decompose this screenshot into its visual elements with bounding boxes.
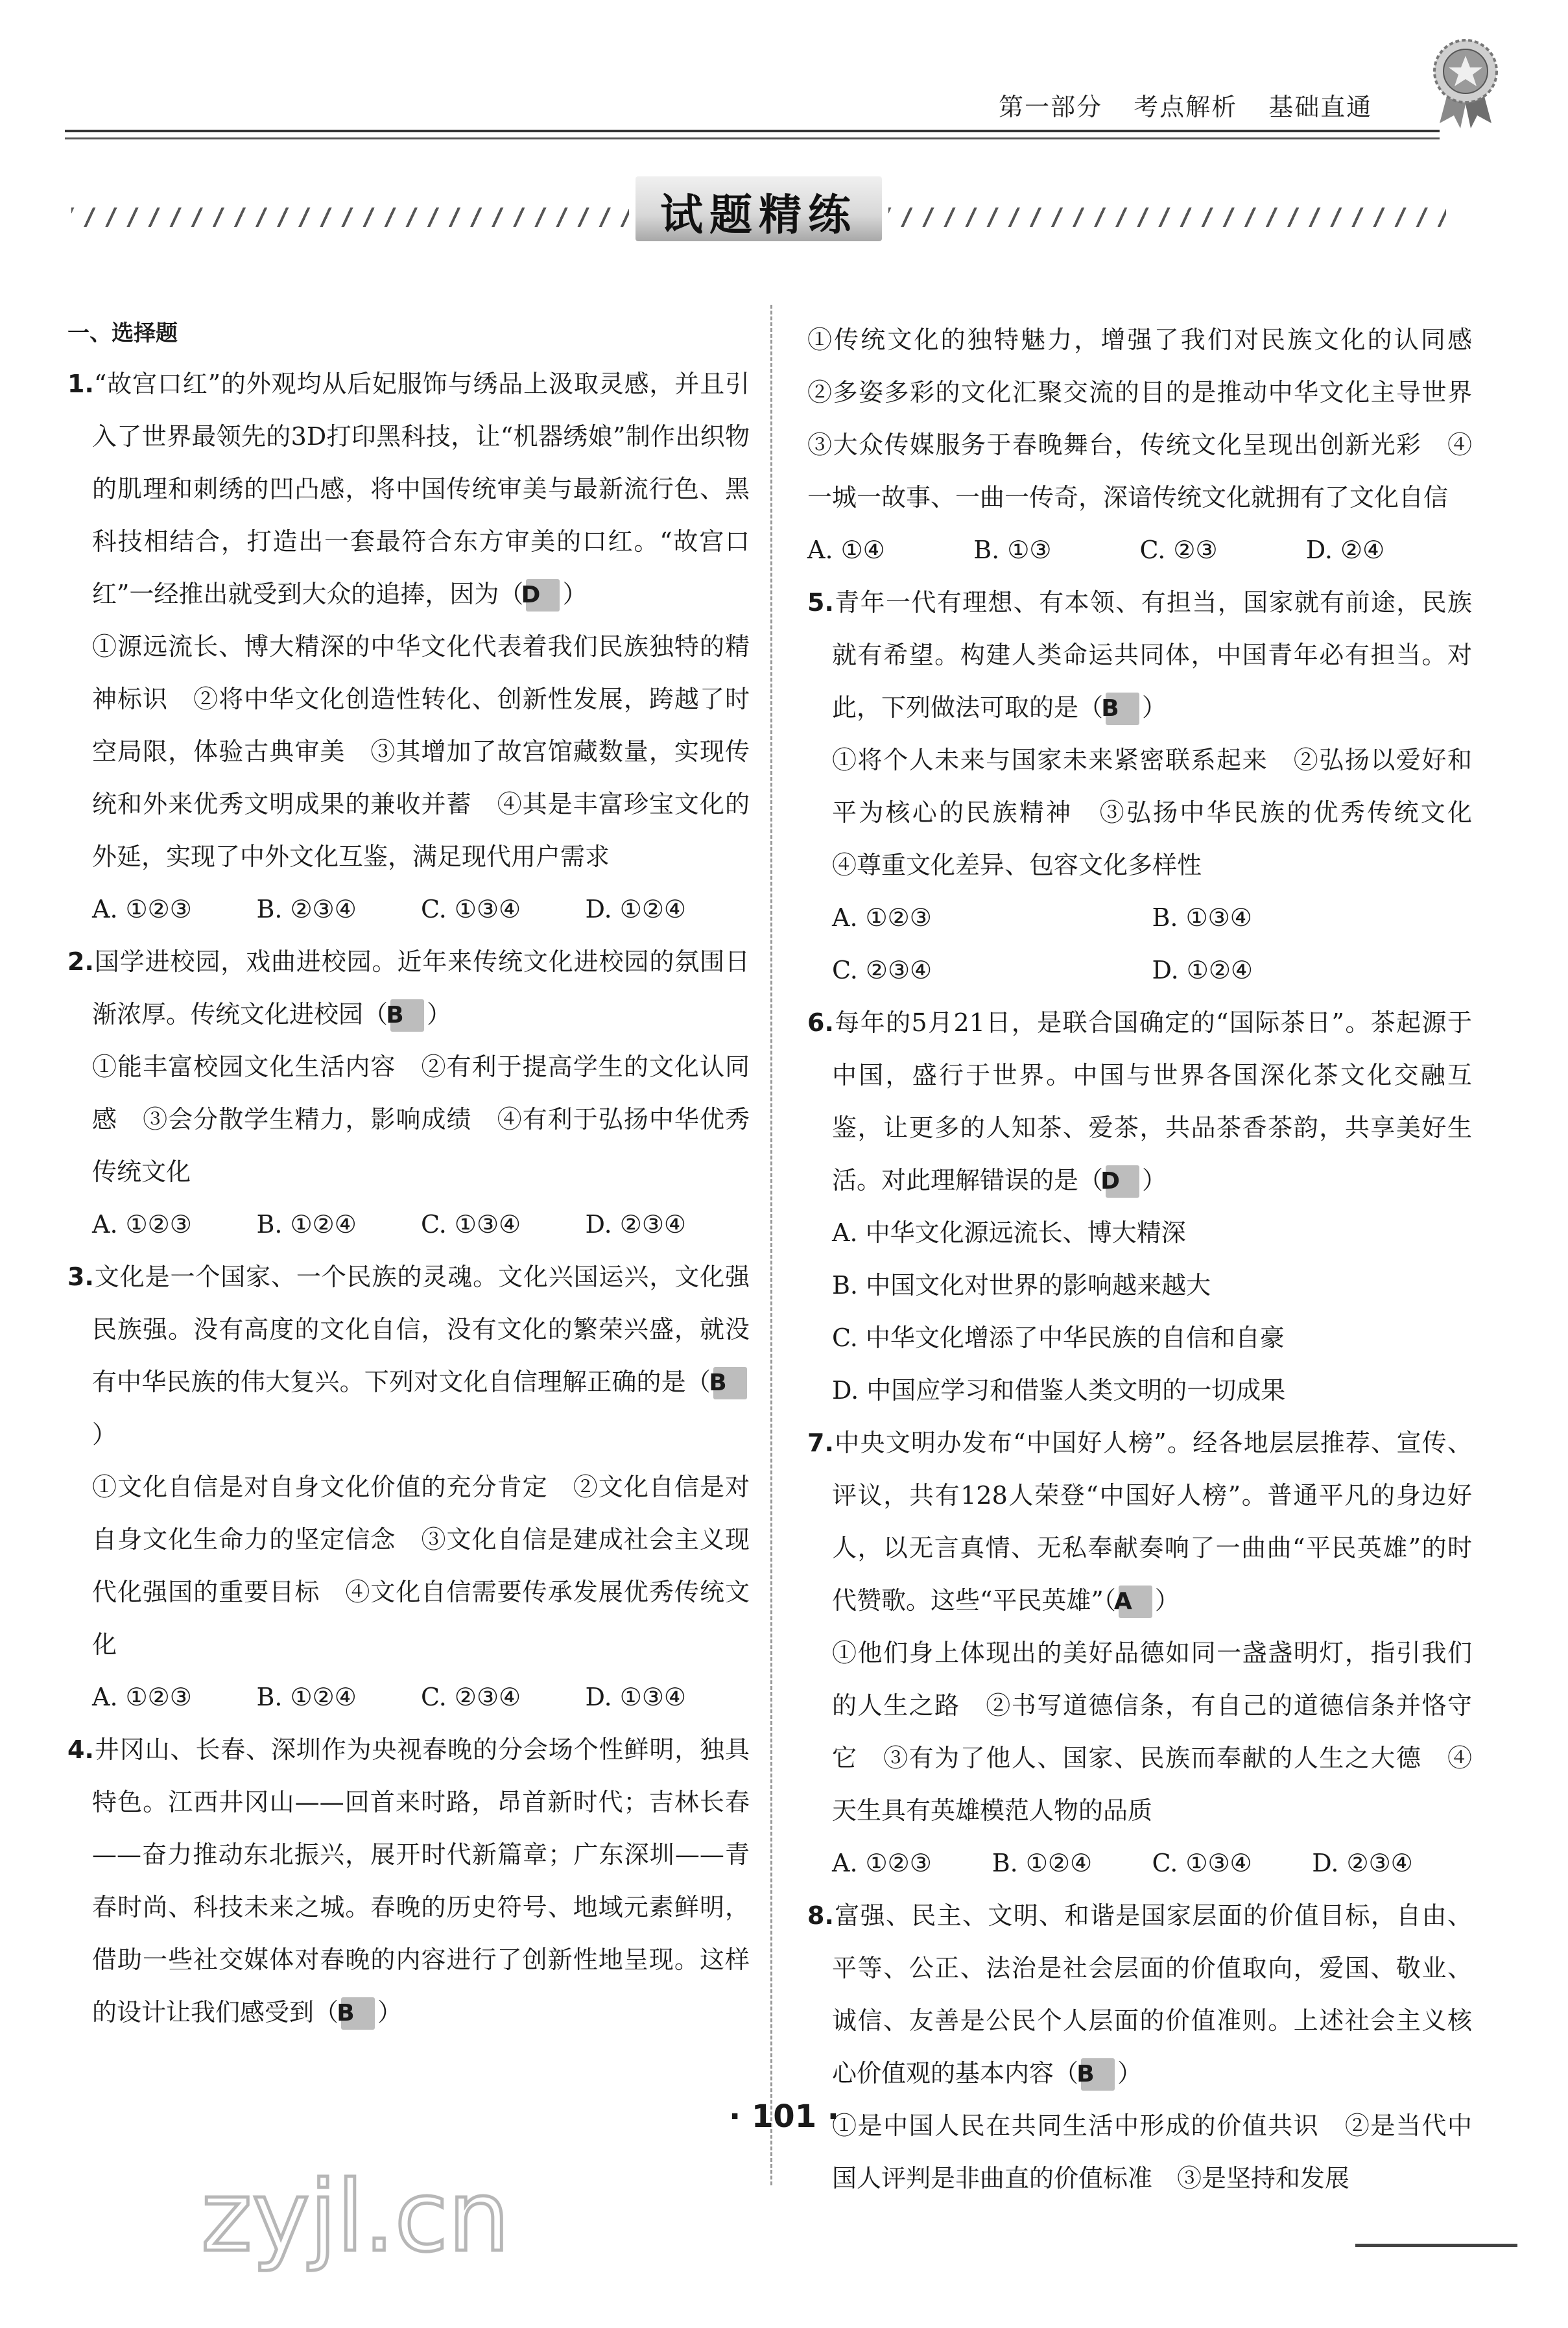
answer-badge: D — [526, 579, 560, 612]
question-options — [807, 944, 1472, 997]
question-options — [67, 1198, 750, 1251]
question-5: 5.青年一代有理想、有本领、有担当，国家就有前途，民族就有希望。构建人类命运共同体，中国青年必有担当。对此，下列做法可取的是（B ） ①将个人未来与国家未来紧密联系起来 ②弘扬以爱好和平为核心的民族精神 ③弘扬中华民族的优秀传统文化 ④尊重文化差异、包容文化多样性 A. ①②③ B. ①③④ C. ②③④ D. ①②④ — [807, 576, 1472, 997]
option-a: A. ①②③ — [832, 903, 932, 932]
question-stem: 每年的5月21日，是联合国确定的“国际茶日”。茶起源于中国，盛行于世界。中国与世界各国深化茶文化交融互鉴，让更多的人知茶、爱茶，共品茶香茶韵，共享美好生活。对此理解错误的是（ — [832, 1008, 1472, 1194]
question-1: 1.“故宫口红”的外观均从后妃服饰与绣品上汲取灵感，并且引入了世界最领先的3D打印黑科技，让“机器绣娘”制作出织物的肌理和刺绣的凹凸感，将中国传统审美与最新流行色、黑科技相结合，打造出一套最符合东方审美的口红。“故宫口红”一经推出就受到大众的追捧，因为（D ） ①源远流长、博大精深的中华文化代表着我们民族独特的精神标识 ②将中华文化创造性转化、创新性发展，跨越了时空局限，体验古典审美 ③其增加了故宫馆藏数量，实现传统和外来优秀文明成果的兼收并蓄 ④其是丰富珍宝文化的外延，实现了中外文化互鉴，满足现代用户需求 A. ①②③ B. ②③④ C. ①③④ D. ①②④ — [67, 358, 750, 936]
question-number: 4. — [67, 1735, 94, 1764]
decorative-slashes-right — [888, 208, 1446, 227]
question-number: 2. — [67, 947, 94, 976]
answer-badge: A — [1119, 1586, 1152, 1618]
question-8: 8.富强、民主、文明、和谐是国家层面的价值目标，自由、平等、公正、法治是社会层面的价值取向，爱国、敬业、诚信、友善是公民个人层面的价值准则。上述社会主义核心价值观的基本内容（B ） ①是中国人民在共同生活中形成的价值共识 ②是当代中国人评判是非曲直的价值标准 ③是坚持和发展 — [807, 1890, 1472, 2205]
left-column — [67, 314, 750, 2039]
option-d: D. ①②④ — [1152, 956, 1253, 984]
option-b: B. ①②④ — [992, 1849, 1093, 1877]
answer-badge: B — [341, 1997, 375, 2030]
page-number: · 101 · — [728, 2098, 840, 2135]
header-subject: 考点解析 — [1134, 93, 1238, 121]
question-items: ①能丰富校园文化生活内容 ②有利于提高学生的文化认同感 ③会分散学生精力，影响成绩 ④有利于弘扬中华优秀传统文化 — [92, 1052, 750, 1186]
bottom-rule — [1355, 2244, 1517, 2247]
answer-badge: B — [1106, 693, 1139, 725]
answer-badge: B — [390, 999, 424, 1032]
section-title: 试题精练 — [660, 190, 857, 240]
question-items: ①源远流长、博大精深的中华文化代表着我们民族独特的精神标识 ②将中华文化创造性转化、创新性发展，跨越了时空局限，体验古典审美 ③其增加了故宫馆藏数量，实现传统和外来优秀文明成果的兼收并蓄 ④其是丰富珍宝文化的外延，实现了中外文化互鉴，满足现代用户需求 — [92, 632, 750, 871]
question-6: 6.每年的5月21日，是联合国确定的“国际茶日”。茶起源于中国，盛行于世界。中国与世界各国深化茶文化交融互鉴，让更多的人知茶、爱茶，共品茶香茶韵，共享美好生活。对此理解错误的是（D ） A. 中华文化源远流长、博大精深 B. 中国文化对世界的影响越来越大 C. 中华文化增添了中华民族的自信和自豪 D. 中国应学习和借鉴人类文明的一切成果 — [807, 997, 1472, 1417]
question-stem: 富强、民主、文明、和谐是国家层面的价值目标，自由、平等、公正、法治是社会层面的价值取向，爱国、敬业、诚信、友善是公民个人层面的价值准则。上述社会主义核心价值观的基本内容（ — [832, 1901, 1472, 2087]
question-number: 1. — [67, 370, 94, 398]
option-a: A. 中华文化源远流长、博大精深 — [832, 1218, 1186, 1247]
question-7: 7.中央文明办发布“中国好人榜”。经各地层层推荐、宣传、评议，共有128人荣登“中国好人榜”。普通平凡的身边好人，以无言真情、无私奉献奏响了一曲曲“平民英雄”的时代赞歌。这些“平民英雄”（A ） ①他们身上体现出的美好品德如同一盏盏明灯，指引我们的人生之路 ②书写道德信条，有自己的道德信条并恪守它 ③有为了他人、国家、民族而奉献的人生之大德 ④天生具有英雄模范人物的品质 A. ①②③ B. ①②④ C. ①③④ D. ②③④ — [807, 1417, 1472, 1890]
question-2: 2.国学进校园，戏曲进校园。近年来传统文化进校园的氛围日渐浓厚。传统文化进校园（B ） ①能丰富校园文化生活内容 ②有利于提高学生的文化认同感 ③会分散学生精力，影响成绩 ④有利于弘扬中华优秀传统文化 A. ①②③ B. ①②④ C. ①③④ D. ②③④ — [67, 936, 750, 1251]
header-rule — [65, 130, 1440, 145]
question-items: ①他们身上体现出的美好品德如同一盏盏明灯，指引我们的人生之路 ②书写道德信条，有自己的道德信条并恪守它 ③有为了他人、国家、民族而奉献的人生之大德 ④天生具有英雄模范人物的品质 — [832, 1639, 1472, 1825]
question-stem: 国学进校园，戏曲进校园。近年来传统文化进校园的氛围日渐浓厚。传统文化进校园（ — [92, 947, 750, 1028]
option-c: C. ②③④ — [421, 1683, 521, 1711]
question-stem: 中央文明办发布“中国好人榜”。经各地层层推荐、宣传、评议，共有128人荣登“中国好人榜”。普通平凡的身边好人，以无言真情、无私奉献奏响了一曲曲“平民英雄”的时代赞歌。这些“平民英雄”（ — [832, 1429, 1472, 1615]
answer-badge: B — [1081, 2058, 1115, 2091]
watermark-text: zyjl.cn — [201, 2161, 510, 2274]
answer-badge: D — [1106, 1165, 1139, 1198]
option-c: C. ①③④ — [421, 1210, 521, 1239]
option-b: B. ①②④ — [256, 1210, 357, 1239]
section-heading: 一、选择题 — [67, 320, 178, 346]
question-number: 6. — [807, 1008, 834, 1037]
option-d: D. ①③④ — [585, 1683, 686, 1711]
option-a: A. ①②③ — [92, 895, 192, 923]
option-c: C. 中华文化增添了中华民族的自信和自豪 — [832, 1324, 1285, 1352]
option-c: C. ②③ — [1139, 536, 1218, 564]
question-items: ①传统文化的独特魅力，增强了我们对民族文化的认同感 ②多姿多彩的文化汇聚交流的目的是推动中华文化主导世界 ③大众传媒服务于春晚舞台，传统文化呈现出创新光彩 ④一城一故事、一曲一传奇，深谙传统文化就拥有了文化自信 — [807, 326, 1497, 512]
decorative-slashes-left — [71, 208, 629, 227]
question-options — [67, 1671, 750, 1724]
option-a: A. ①④ — [807, 536, 885, 564]
option-d: D. ①②④ — [585, 895, 686, 923]
question-stem: 青年一代有理想、有本领、有担当，国家就有前途，民族就有希望。构建人类命运共同体，中国青年必有担当。对此，下列做法可取的是（ — [832, 588, 1472, 722]
option-a: A. ①②③ — [92, 1210, 192, 1239]
option-a: A. ①②③ — [832, 1849, 932, 1877]
question-items: ①文化自信是对自身文化价值的充分肯定 ②文化自信是对自身文化生命力的坚定信念 ③文化自信是建成社会主义现代化强国的重要目标 ④文化自信需要传承发展优秀传统文化 — [92, 1473, 750, 1659]
question-options — [807, 524, 1472, 576]
question-items: ①是中国人民在共同生活中形成的价值共识 ②是当代中国人评判是非曲直的价值标准 ③是坚持和发展 — [832, 2111, 1472, 2192]
option-d: D. 中国应学习和借鉴人类文明的一切成果 — [832, 1376, 1286, 1405]
right-column — [807, 314, 1497, 2205]
question-4-continued — [807, 314, 1497, 576]
answer-badge: B — [713, 1367, 747, 1399]
column-divider — [770, 305, 772, 2185]
question-stem: “故宫口红”的外观均从后妃服饰与绣品上汲取灵感，并且引入了世界最领先的3D打印黑科技，让“机器绣娘”制作出织物的肌理和刺绣的凹凸感，将中国传统审美与最新流行色、黑科技相结合，打造出一套最符合东方审美的口红。“故宫口红”一经推出就受到大众的追捧，因为（ — [92, 370, 750, 608]
option-b: B. ②③④ — [256, 895, 357, 923]
option-d: D. ②④ — [1305, 536, 1385, 564]
option-d: D. ②③④ — [1312, 1849, 1413, 1877]
page-header — [999, 87, 1372, 123]
option-c: C. ①③④ — [1152, 1849, 1252, 1877]
question-items: ①将个人未来与国家未来紧密联系起来 ②弘扬以爱好和平为核心的民族精神 ③弘扬中华民族的优秀传统文化 ④尊重文化差异、包容文化多样性 — [832, 746, 1497, 879]
site-watermark — [195, 2146, 610, 2289]
option-a: A. ①②③ — [92, 1683, 192, 1711]
question-number: 3. — [67, 1263, 94, 1291]
question-number: 8. — [807, 1901, 834, 1930]
option-b: B. 中国文化对世界的影响越来越大 — [832, 1271, 1211, 1300]
question-3: 3.文化是一个国家、一个民族的灵魂。文化兴国运兴，文化强民族强。没有高度的文化自信，没有文化的繁荣兴盛，就没有中华民族的伟大复兴。下列对文化自信理解正确的是（B） ①文化自信是对自身文化价值的充分肯定 ②文化自信是对自身文化生命力的坚定信念 ③文化自信是建成社会主义现代化强国的重要目标 ④文化自信需要传承发展优秀传统文化 A. ①②③ B. ①②④ C. ②③④ D. ①③④ — [67, 1251, 750, 1724]
option-b: B. ①②④ — [256, 1683, 357, 1711]
option-c: C. ②③④ — [832, 956, 932, 984]
option-c: C. ①③④ — [421, 895, 521, 923]
question-number: 5. — [807, 588, 834, 617]
option-b: B. ①③④ — [1152, 903, 1252, 932]
award-medal-icon — [1420, 32, 1511, 130]
question-options — [807, 1837, 1472, 1890]
question-stem: 井冈山、长春、深圳作为央视春晚的分会场个性鲜明，独具特色。江西井冈山——回首来时路，昂首新时代；吉林长春——奋力推动东北振兴，展开时代新篇章；广东深圳——青春时尚、科技未来之城。春晚的历史符号、地域元素鲜明，借助一些社交媒体对春晚的内容进行了创新性地呈现。这样的设计让我们感受到（ — [92, 1735, 750, 2026]
header-series: 基础直通 — [1268, 93, 1373, 121]
question-stem: 文化是一个国家、一个民族的灵魂。文化兴国运兴，文化强民族强。没有高度的文化自信，没有文化的繁荣兴盛，就没有中华民族的伟大复兴。下列对文化自信理解正确的是（ — [92, 1263, 750, 1396]
option-b: B. ①③ — [973, 536, 1052, 564]
header-part: 第一部分 — [999, 93, 1103, 121]
question-options — [807, 892, 1472, 944]
option-d: D. ②③④ — [585, 1210, 686, 1239]
section-title-banner — [65, 175, 1446, 246]
question-4: 4.井冈山、长春、深圳作为央视春晚的分会场个性鲜明，独具特色。江西井冈山——回首来时路，昂首新时代；吉林长春——奋力推动东北振兴，展开时代新篇章；广东深圳——青春时尚、科技未来之城。春晚的历史符号、地域元素鲜明，借助一些社交媒体对春晚的内容进行了创新性地呈现。这样的设计让我们感受到（B ） — [67, 1724, 750, 2039]
question-options — [67, 883, 750, 936]
question-number: 7. — [807, 1429, 834, 1457]
